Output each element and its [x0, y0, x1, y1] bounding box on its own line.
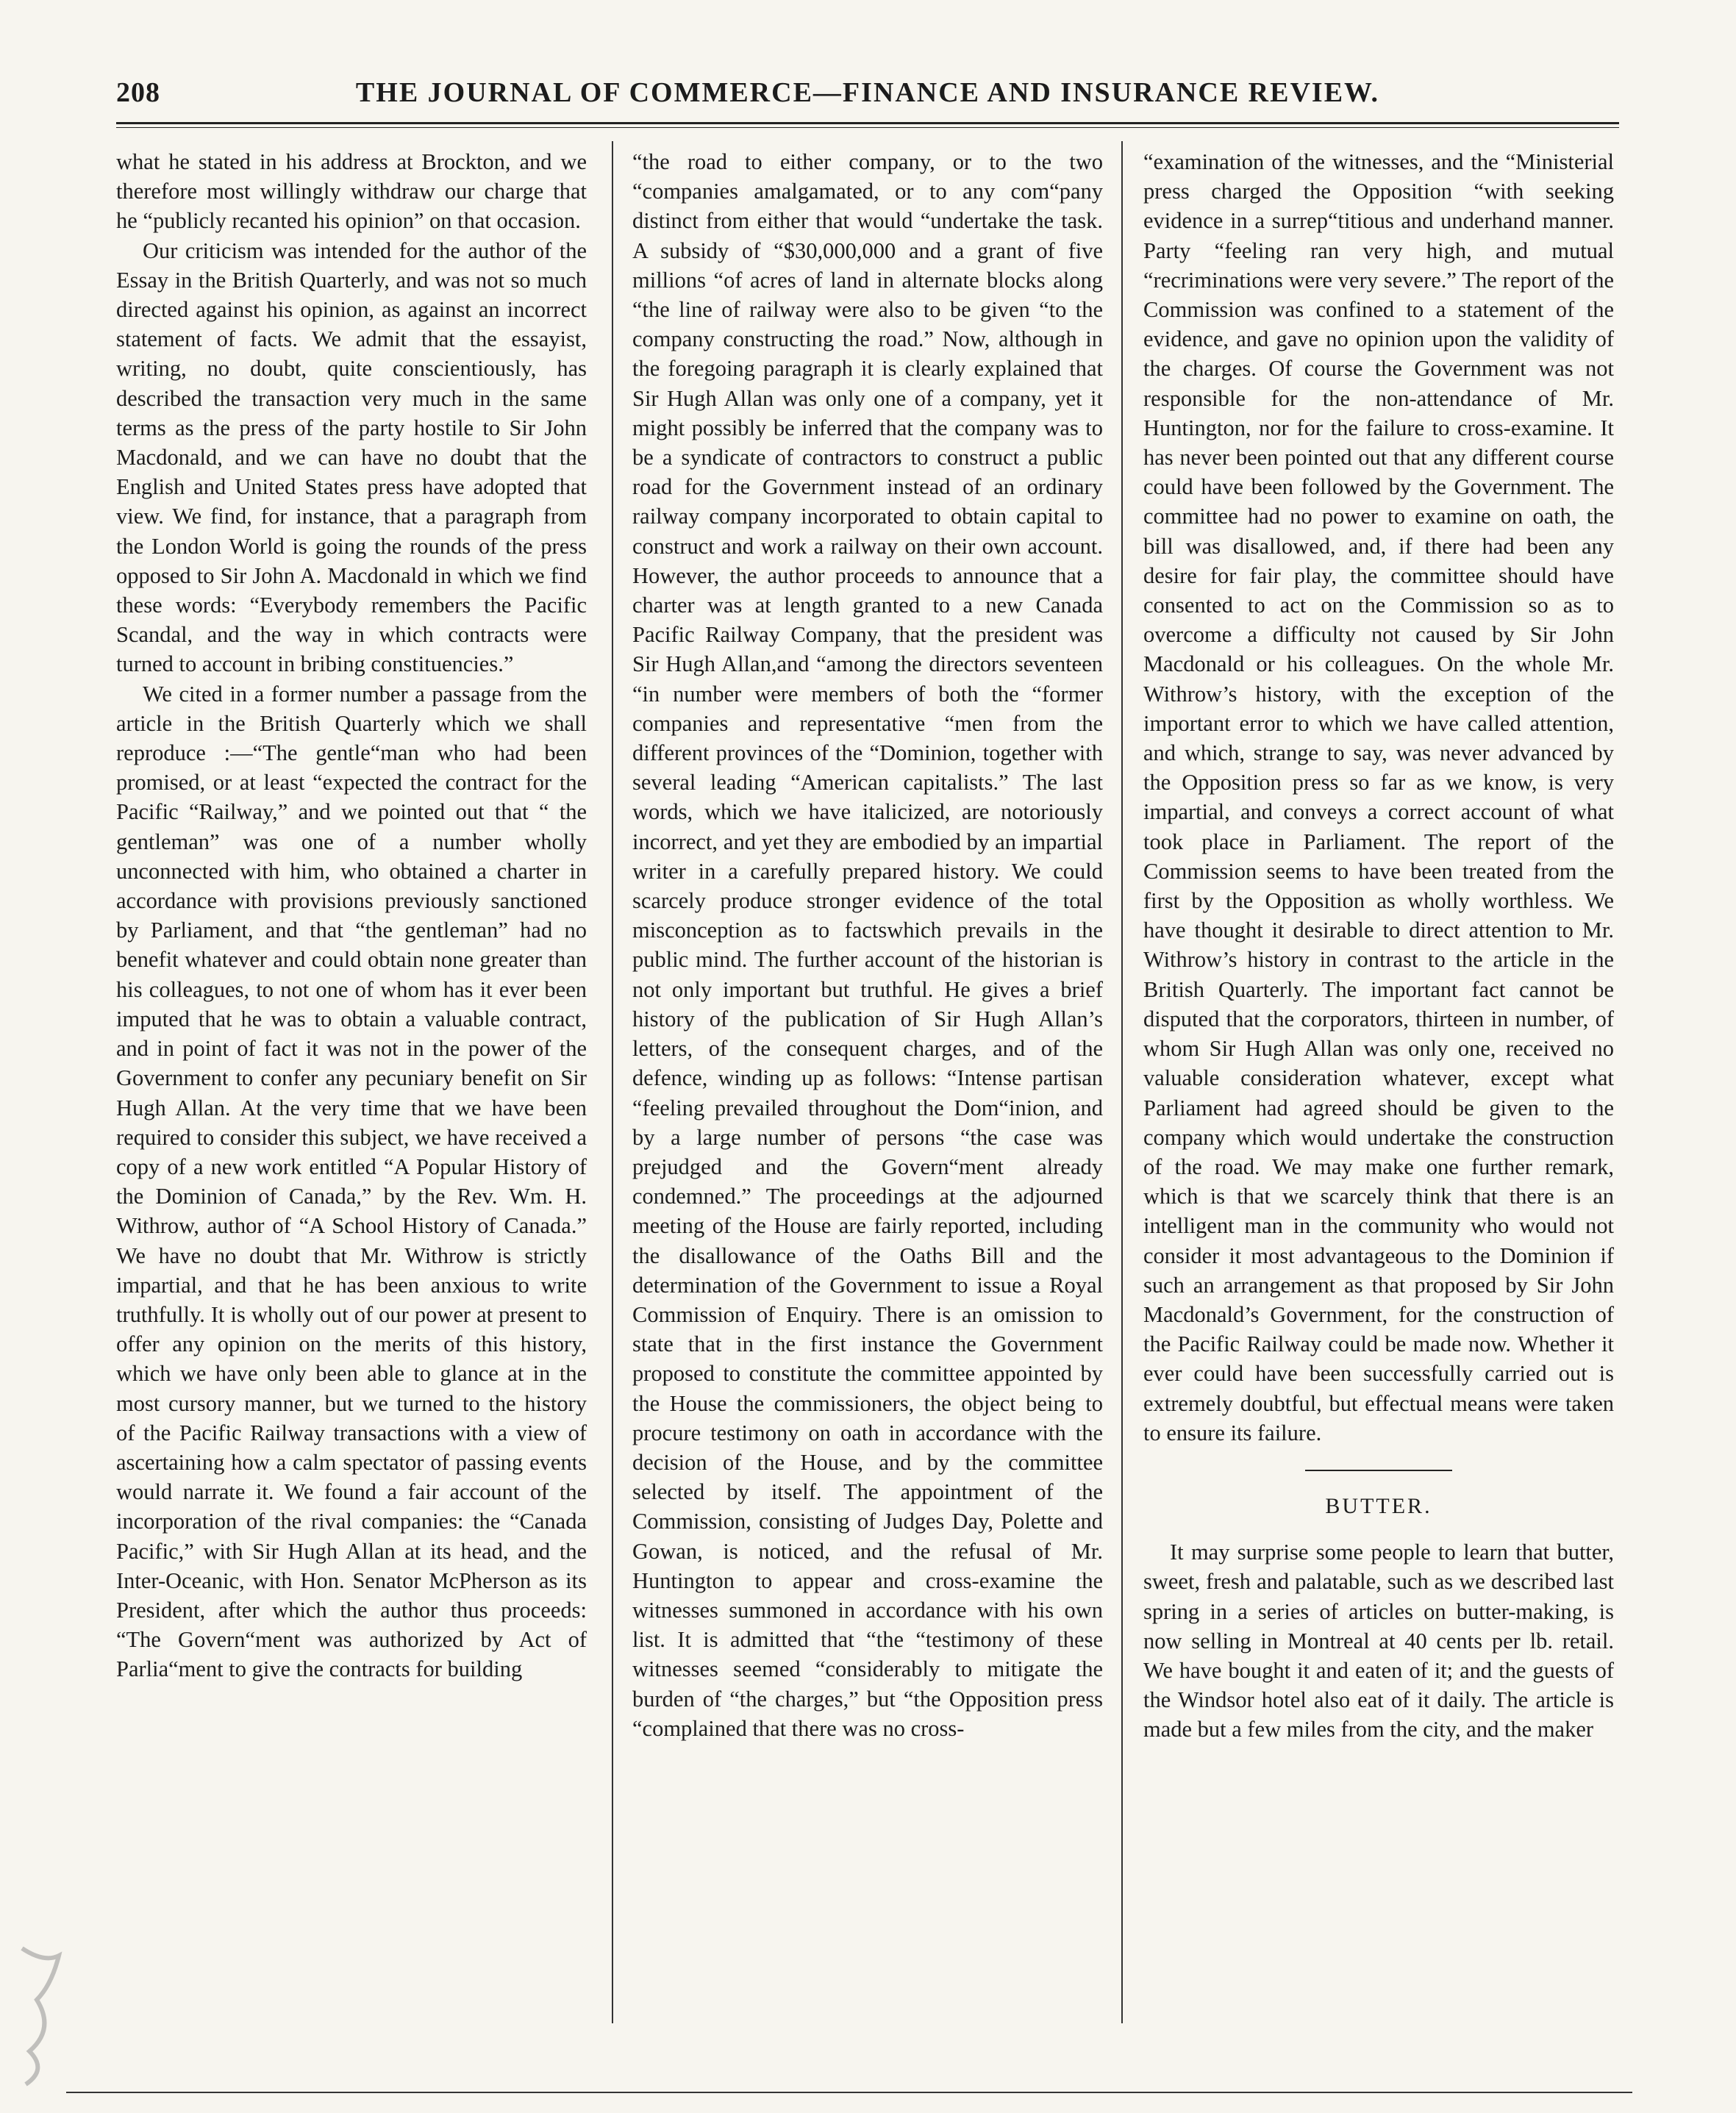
section-heading-butter: BUTTER.	[1325, 1493, 1432, 1518]
paragraph: “the road to either company, or to the two “companies amalgamated, or to any com“pany distinct from either that would “undertake the task. A subsidy of “$30,000,000 and a grant of five millions “of acres of land in alternate blocks along “the line of railway were also to be given “to the company constructing the road.” Now, although in the foregoing paragraph it is clearly explained that Sir Hugh Allan was only one of a company, yet it might possibly be inferred that the company was to be a syndicate of contractors to construct a public road for the Government instead of an ordinary railway company incorporated to obtain capital to construct and work a railway on their own account. However, the author proceeds to announce that a charter was at length granted to a new Canada Pacific Railway Company, that the president was Sir Hugh Allan,and “among the directors seventeen “in number were members of both the “former companies and representative “men from the different provinces of the “Dominion, together with several leading “American capitalists.” The last words, which we have italicized, are notoriously incorrect, and yet they are embodied by an impartial writer in a carefully prepared history. We could scarcely produce stronger evidence of the total misconception as to factswhich prevails in the public mind. The further account of the historian is not only important but truthful. He gives a brief history of the publication of Sir Hugh Allan’s letters, of the consequent charges, and of the defence, winding up as follows: “Intense partisan “feeling prevailed throughout the Dom“inion, and by a large number of persons “the case was prejudged and the Govern“ment already condemned.” The proceedings at the adjourned meeting of the House are fairly reported, including the disallowance of the Oaths Bill and the determination of the Government to issue a Royal Commission of Enquiry. There is an omission to state that in the first instance the Government proposed to constitute the committee appointed by the House the commissioners, the object being to procure testimony on oath in accordance with the decision of the House, and by the committee selected by itself. The appointment of the Commission, consisting of Judges Day, Polette and Gowan, is noticed, and the refusal of Mr. Huntington to appear and cross-examine the witnesses summoned in accordance with his own list. It is admitted that “the “testimony of these witnesses seemed “considerably to mitigate the burden of “the charges,” but “the Opposition press “complained that there was no cross-	[632, 149, 1103, 1741]
article-column-3	[1143, 147, 1614, 1745]
section-separator	[1305, 1470, 1452, 1471]
ink-smudge	[15, 1941, 66, 2088]
page-number: 208	[116, 77, 160, 108]
article-column-1	[116, 147, 587, 1684]
column-divider	[612, 141, 613, 2023]
footer-rule	[66, 2092, 1632, 2093]
running-title: THE JOURNAL OF COMMERCE—FINANCE AND INSURANCE REVIEW.	[355, 77, 1380, 108]
paragraph: “examination of the witnesses, and the “Ministerial press charged the Opposition “with seeking evidence in a surrep“titious and underhand manner. Party “feeling ran very high, and mutual “recriminations were very severe.” The report of the Commission was confined to a statement of the evidence, and gave no opinion upon the validity of the charges. Of course the Government was not responsible for the non-attendance of Mr. Huntington, nor for the failure to cross-examine. It has never been pointed out that any different course could have been followed by the Government. The committee had no power to examine on oath, the bill was disallowed, and, if there had been any desire for fair play, the committee should have consented to act on the Commission so as to overcome a difficulty not caused by Sir John Macdonald or his colleagues. On the whole Mr. Withrow’s history, with the exception of the important error to which we have called attention, and which, strange to say, was never advanced by the Opposition press so far as we know, is very impartial, and conveys a correct account of what took place in Parliament. The report of the Commission seems to have been treated from the first by the Opposition as wholly worthless. We have thought it desirable to direct attention to Mr. Withrow’s history in contrast to the article in the British Quarterly. The important fact cannot be disputed that the corporators, thirteen in number, of whom Sir Hugh Allan was only one, received no valuable consideration whatever, except what Parliament had agreed should be given to the company which would undertake the construction of the road. We may make one further remark, which is that we scarcely think that there is an intelligent man in the community who would not consider it most advantageous to the Dominion if such an arrangement as that proposed by Sir John Macdonald’s Government, for the construction of the Pacific Railway could be made now. Whether it ever could have been successfully carried out is extremely doubtful, but effectual means were taken to ensure its failure.	[1143, 149, 1614, 1445]
paragraph: We cited in a former number a passage from the article in the British Quarterly which we shall reproduce :—“The gentle“man who had been promised, or at least “expected the contract for the Pacific “Railway,” and we pointed out that “ the gentleman” was one of a number wholly unconnected with him, who obtained a charter in accordance with provisions previously sanctioned by Parliament, and that “the gentleman” had no benefit whatever and could obtain none greater than his colleagues, to not one of whom has it ever been imputed that he was to obtain a valuable contract, and in point of fact it was not in the power of the Government to confer any pecuniary benefit on Sir Hugh Allan. At the very time that we have been required to consider this subject, we have received a copy of a new work entitled “A Popular History of the Dominion of Canada,” by the Rev. Wm. H. Withrow, author of “A School History of Canada.” We have no doubt that Mr. Withrow is strictly impartial, and that he has been anxious to write truthfully. It is wholly out of our power at present to offer any opinion on the merits of this history, which we have only been able to glance at in the most cursory manner, but we turned to the history of the Pacific Railway transactions with a view of ascertaining how a calm spectator of passing events would narrate it. We found a fair account of the incorporation of the rival companies: the “Canada Pacific,” with Sir Hugh Allan at its head, and the Inter-Oceanic, with Hon. Senator McPherson as its President, after which the author thus proceeds: “The Govern“ment was authorized by Act of Parlia“ment to give the contracts for building	[116, 681, 587, 1682]
paragraph: what he stated in his address at Brockton, and we therefore most willingly withdraw our charge that he “publicly recanted his opinion” on that occasion.	[116, 149, 587, 234]
article-column-2	[632, 147, 1103, 1743]
header-rule	[116, 122, 1619, 128]
paragraph: Our criticism was intended for the author of the Essay in the British Quarterly, and was not so much directed against his opinion, as against an incorrect statement of facts. We admit that the essayist, writing, no doubt, quite conscientiously, has described the transaction very much in the same terms as the press of the party hostile to Sir John Macdonald, and we can have no doubt that the English and United States press have adopted that view. We find, for instance, that a paragraph from the London World is going the rounds of the press opposed to Sir John A. Macdonald in which we find these words: “Everybody remembers the Pacific Scandal, and the way in which contracts were turned to account in bribing constituencies.”	[116, 237, 587, 677]
page-header	[116, 76, 1619, 121]
column-divider	[1121, 141, 1123, 2023]
paragraph: It may surprise some people to learn that butter, sweet, fresh and palatable, such as we described last spring in a series of articles on butter-making, is now selling in Montreal at 40 cents per lb. retail. We have bought it and eaten of it; and the guests of the Windsor hotel also eat of it daily. The article is made but a few miles from the city, and the maker	[1143, 1540, 1614, 1742]
